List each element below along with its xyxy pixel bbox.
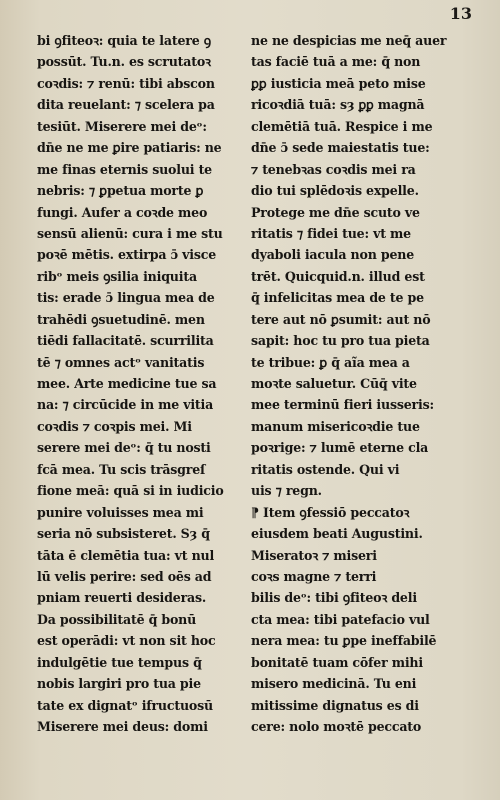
text-line: serere mei deᵒ: q̄ tu nosti: [37, 440, 211, 456]
text-line: mitissime dignatus es di: [251, 697, 419, 713]
text-line: nebris: ⁊ ꝑpetua morte ꝑ: [37, 183, 204, 199]
text-line: tesiūt. Miserere mei deᵒ:: [37, 118, 207, 134]
text-line: tere aut nō ꝑsumit: aut nō: [251, 311, 431, 327]
text-line: poꝛrige: ⁊ lumē eterne cla: [251, 440, 429, 456]
text-line: ritatis ostende. Qui vi: [251, 461, 400, 477]
text-line: coꝛs magne ⁊ terri: [251, 568, 377, 584]
right-text-column: [251, 30, 456, 737]
text-line: manum misericoꝛdie tue: [251, 418, 420, 434]
text-line: sensū alienū: cura i me stu: [37, 225, 223, 241]
text-line: pniam reuerti desideras.: [37, 590, 207, 606]
text-line: indulgētie tue tempus q̄: [37, 654, 202, 670]
text-line: ne ne despicias me neq̄ auer: [251, 33, 447, 48]
text-line: dio tui splēdoꝛis expelle.: [251, 183, 419, 199]
text-line: tas faciē tuā a me: q̄ non: [251, 54, 421, 70]
text-line: dn̄e ne me ꝑire patiaris: ne: [37, 140, 222, 156]
text-line: sapit: hoc tu pro tua pieta: [251, 333, 430, 349]
text-line: bilis deᵒ: tibi ꝯfiteoꝛ deli: [251, 590, 417, 606]
text-line: fungi. Aufer a coꝛde meo: [37, 204, 208, 220]
text-line: tate ex dignatᵒ ifructuosū: [37, 697, 213, 713]
text-line: moꝛte saluetur. Cūq̄ vite: [251, 376, 417, 391]
text-line: ꝑꝑ iusticia meā peto mise: [251, 75, 426, 91]
text-line: tiēdi fallacitatē. scurrilita: [37, 333, 214, 349]
text-line: fcā mea. Tu scis trāsgreſ: [37, 461, 206, 477]
text-line: tē ⁊ omnes actᵒ vanitatis: [37, 354, 205, 370]
text-line: uis ⁊ regn.: [251, 483, 322, 499]
text-line: fione meā: quā si in iudicio: [37, 483, 224, 499]
text-line: coꝛdis ⁊ coꝛpis mei. Mi: [37, 418, 192, 434]
text-line: possūt. Tu.n. es scrutatoꝛ: [37, 54, 211, 70]
text-line: Miseratoꝛ ⁊ miseri: [251, 547, 377, 563]
text-line: dita reuelant: ⁊ scelera pa: [37, 97, 215, 113]
text-line: te tribue: ꝑ q̄ aĩa mea a: [251, 354, 410, 370]
text-line: ⁊ tenebꝛas coꝛdis mei ra: [251, 161, 416, 177]
text-line: est operādi: vt non sit hoc: [37, 633, 216, 649]
text-line: poꝛē mētis. extirpa ɔ̄ visce: [37, 247, 217, 263]
text-line: ritatis ⁊ fidei tue: vt me: [251, 225, 411, 241]
text-line: punire voluisses mea mi: [37, 504, 204, 520]
text-line: trahēdi ꝯsuetudinē. men: [37, 311, 205, 327]
text-line: ⁋ Item ꝯfessiō peccatoꝛ: [251, 504, 410, 520]
text-line: Miserere mei deus: domi: [37, 719, 208, 734]
text-line: trēt. Quicquid.n. illud est: [251, 268, 425, 284]
text-line: q̄ infelicitas mea de te pe: [251, 290, 424, 306]
text-line: cere: nolo moꝛtē peccato: [251, 719, 422, 734]
left-text-column: [37, 30, 242, 737]
text-line: clemētiā tuā. Respice i me: [251, 118, 433, 134]
text-line: me finas eternis suolui te: [37, 161, 212, 177]
text-line: coꝛdis: ⁊ renū: tibi abscon: [37, 75, 215, 91]
text-line: mee. Arte medicine tue sa: [37, 376, 217, 391]
text-line: dn̄e ɔ̄ sede maiestatis tue:: [251, 140, 430, 156]
text-line: cta mea: tibi patefacio vul: [251, 611, 430, 627]
text-line: ribᵒ meis ꝯsilia iniquita: [37, 268, 197, 284]
text-line: ricoꝛdiā tuā: sȝ ꝑꝑ magnā: [251, 97, 425, 113]
text-line: nobis largiri pro tua pie: [37, 676, 201, 692]
page-number: 13: [449, 4, 472, 23]
text-line: bonitatē tuam cōfer mihi: [251, 654, 423, 670]
text-line: na: ⁊ circūcide in me vitia: [37, 397, 214, 413]
text-line: seria nō subsisteret. Sȝ q̄: [37, 526, 210, 542]
text-line: eiusdem beati Augustini.: [251, 526, 423, 542]
text-line: misero medicinā. Tu eni: [251, 676, 417, 692]
text-line: tis: erade ɔ̄ lingua mea de: [37, 290, 215, 306]
text-line: nera mea: tu ꝑpe ineffabilē: [251, 633, 437, 649]
text-line: dyaboli iacula non pene: [251, 247, 415, 263]
text-line: lū velis perire: sed oēs ad: [37, 568, 212, 584]
text-line: Da possibilitatē q̄ bonū: [37, 611, 197, 627]
text-line: tāta ē clemētia tua: vt nul: [37, 547, 215, 563]
text-line: Protege me dn̄e scuto ve: [251, 204, 420, 220]
text-line: mee terminū fieri iusseris:: [251, 397, 434, 413]
text-line: bi ꝯfiteoꝛ: quia te latere ꝯ: [37, 33, 211, 48]
